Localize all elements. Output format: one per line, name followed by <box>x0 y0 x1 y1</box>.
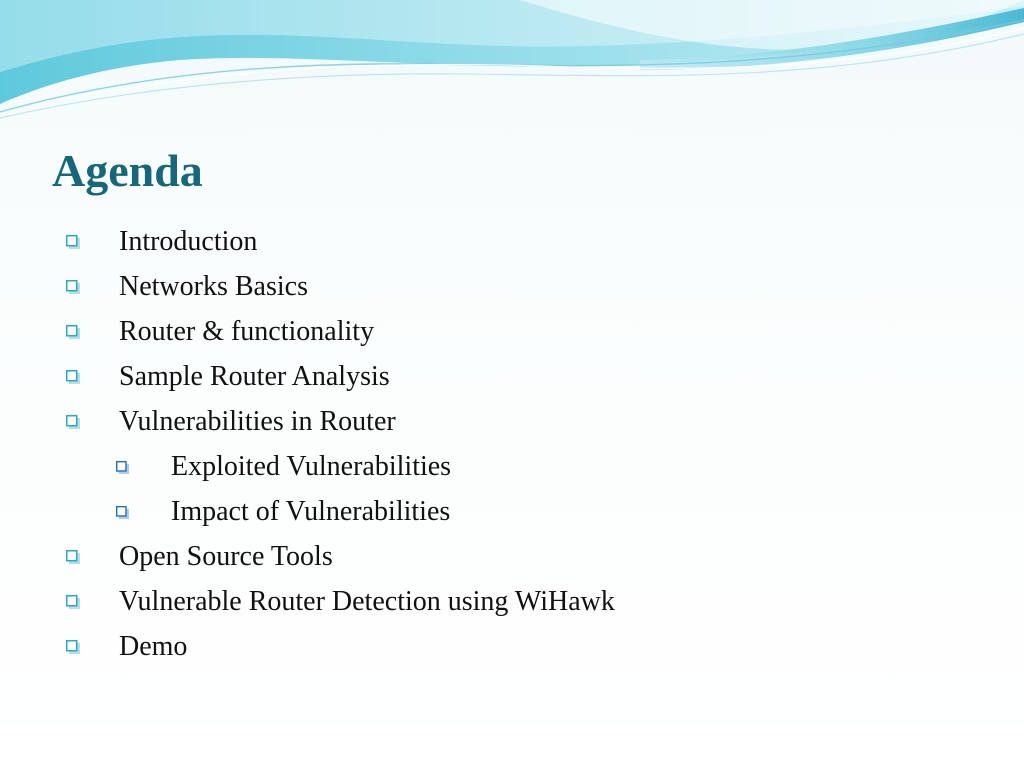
hollow-square-bullet-icon <box>66 640 80 654</box>
hollow-square-bullet-icon <box>66 550 80 564</box>
hollow-square-bullet-icon <box>66 325 80 339</box>
decorative-wave-header <box>0 0 1024 130</box>
hollow-square-bullet-icon <box>66 280 80 294</box>
hollow-square-bullet-icon <box>116 461 129 474</box>
agenda-item-label: Networks Basics <box>119 271 308 302</box>
agenda-item-label: Sample Router Analysis <box>119 361 390 392</box>
agenda-item-label: Vulnerabilities in Router <box>119 406 396 437</box>
hollow-square-bullet-icon <box>66 595 80 609</box>
agenda-item-label: Demo <box>119 631 188 662</box>
hollow-square-bullet-icon <box>66 235 80 249</box>
agenda-item-label: Vulnerable Router Detection using WiHawk <box>119 586 615 617</box>
agenda-item-label: Router & functionality <box>119 316 375 347</box>
agenda-item-label: Open Source Tools <box>119 541 333 572</box>
slide-title: Agenda <box>52 145 203 196</box>
agenda-item-label: Impact of Vulnerabilities <box>171 496 451 527</box>
hollow-square-bullet-icon <box>66 370 80 384</box>
hollow-square-bullet-icon <box>116 506 129 519</box>
agenda-item-label: Exploited Vulnerabilities <box>171 451 452 482</box>
agenda-item-label: Introduction <box>119 226 258 257</box>
hollow-square-bullet-icon <box>66 415 80 429</box>
